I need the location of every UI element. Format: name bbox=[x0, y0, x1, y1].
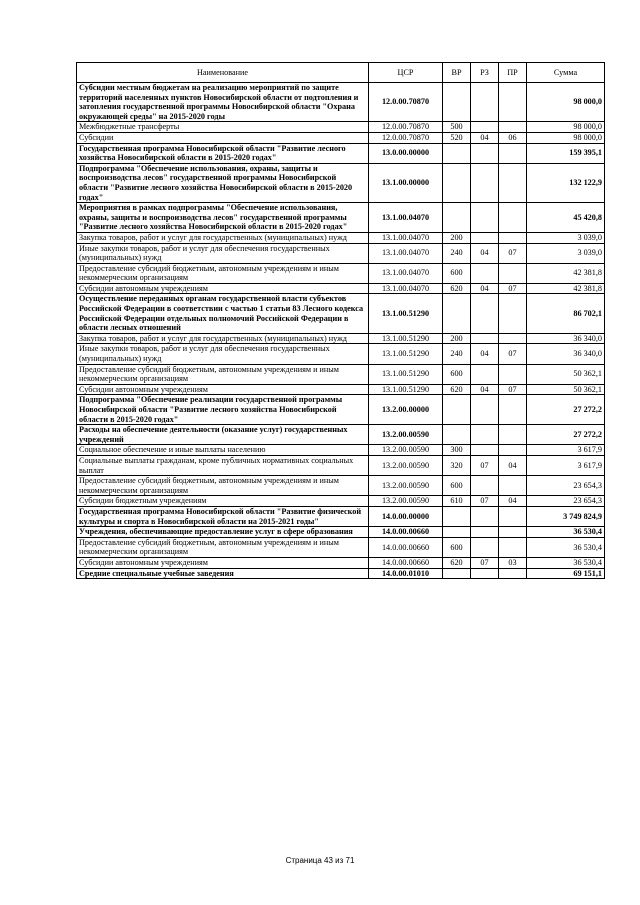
cell-csr: 13.1.00.51290 bbox=[369, 384, 443, 395]
cell-rz bbox=[471, 395, 499, 425]
table-row bbox=[77, 425, 605, 445]
cell-pr bbox=[499, 122, 527, 133]
cell-name: Субсидии автономным учреждениям bbox=[77, 283, 369, 294]
cell-csr: 13.1.00.51290 bbox=[369, 294, 443, 333]
cell-sum: 42 381,8 bbox=[527, 283, 605, 294]
cell-rz bbox=[471, 527, 499, 538]
cell-name: Государственная программа Новосибирской области "Развитие физической культуры и спорта в Новосибирской области на 2015-2021 годы" bbox=[77, 506, 369, 526]
cell-pr bbox=[499, 537, 527, 557]
cell-name: Субсидии местным бюджетам на реализацию мероприятий по защите территорий населенных пунктов Новосибирской области от подтопления и затопления государственной программы Новосибирской области "Охрана окружающей среды" на 2015-2020 годы bbox=[77, 83, 369, 122]
cell-name: Средние специальные учебные заведения bbox=[77, 568, 369, 579]
cell-pr bbox=[499, 143, 527, 163]
cell-vr: 610 bbox=[443, 496, 471, 507]
cell-rz bbox=[471, 445, 499, 456]
cell-sum: 3 617,9 bbox=[527, 455, 605, 475]
cell-rz bbox=[471, 143, 499, 163]
table-row bbox=[77, 132, 605, 143]
cell-name: Осуществление переданных органам государственной власти субъектов Российской Федерации в соответствии с частью 1 статьи 83 Лесного кодекса Российской Федерации отдельных полномочий Российской Федерации в области лесных отношений bbox=[77, 294, 369, 333]
cell-pr: 07 bbox=[499, 384, 527, 395]
cell-sum: 98 000,0 bbox=[527, 83, 605, 122]
cell-pr: 07 bbox=[499, 283, 527, 294]
cell-csr: 13.1.00.04070 bbox=[369, 203, 443, 233]
cell-pr: 03 bbox=[499, 557, 527, 568]
column-header-sum: Сумма bbox=[527, 63, 605, 83]
cell-csr: 12.0.00.70870 bbox=[369, 132, 443, 143]
cell-sum: 36 530,4 bbox=[527, 537, 605, 557]
cell-sum: 42 381,8 bbox=[527, 263, 605, 283]
table-row bbox=[77, 263, 605, 283]
table-row bbox=[77, 568, 605, 579]
cell-rz: 04 bbox=[471, 132, 499, 143]
cell-rz: 04 bbox=[471, 384, 499, 395]
cell-pr: 04 bbox=[499, 496, 527, 507]
cell-name: Учреждения, обеспечивающие предоставление услуг в сфере образования bbox=[77, 527, 369, 538]
table-row bbox=[77, 384, 605, 395]
cell-vr bbox=[443, 395, 471, 425]
cell-pr bbox=[499, 203, 527, 233]
cell-pr bbox=[499, 83, 527, 122]
cell-pr bbox=[499, 364, 527, 384]
page-footer: Страница 43 из 71 bbox=[285, 856, 355, 865]
cell-name: Социальное обеспечение и иные выплаты населению bbox=[77, 445, 369, 456]
column-header-csr: ЦСР bbox=[369, 63, 443, 83]
cell-name: Социальные выплаты гражданам, кроме публичных нормативных социальных выплат bbox=[77, 455, 369, 475]
cell-vr bbox=[443, 143, 471, 163]
cell-rz bbox=[471, 364, 499, 384]
cell-name: Предоставление субсидий бюджетным, автономным учреждениям и иным некоммерческим организациям bbox=[77, 364, 369, 384]
cell-csr: 13.1.00.00000 bbox=[369, 163, 443, 202]
cell-sum: 132 122,9 bbox=[527, 163, 605, 202]
cell-rz: 07 bbox=[471, 455, 499, 475]
cell-vr bbox=[443, 203, 471, 233]
cell-rz: 04 bbox=[471, 243, 499, 263]
cell-vr: 500 bbox=[443, 122, 471, 133]
budget-table bbox=[76, 62, 605, 579]
table-body bbox=[77, 83, 605, 579]
cell-vr: 620 bbox=[443, 283, 471, 294]
cell-name: Подпрограмма "Обеспечение использования, охраны, защиты и воспроизводства лесов" государственной программы Новосибирской области "Развитие лесного хозяйства Новосибирской области в 2015-2020 годах" bbox=[77, 163, 369, 202]
cell-csr: 12.0.00.70870 bbox=[369, 122, 443, 133]
cell-rz bbox=[471, 506, 499, 526]
cell-name: Подпрограмма "Обеспечение реализации государственной программы Новосибирской области "Развитие лесного хозяйства Новосибирской области в 2015-2020 годах" bbox=[77, 395, 369, 425]
cell-rz bbox=[471, 263, 499, 283]
cell-vr bbox=[443, 163, 471, 202]
cell-rz bbox=[471, 203, 499, 233]
cell-vr bbox=[443, 294, 471, 333]
table-row bbox=[77, 395, 605, 425]
cell-pr bbox=[499, 445, 527, 456]
table-row bbox=[77, 232, 605, 243]
table-row bbox=[77, 243, 605, 263]
table-row bbox=[77, 445, 605, 456]
cell-csr: 13.1.00.04070 bbox=[369, 263, 443, 283]
cell-vr: 620 bbox=[443, 384, 471, 395]
cell-name: Субсидии бюджетным учреждениям bbox=[77, 496, 369, 507]
table-row bbox=[77, 364, 605, 384]
cell-pr: 06 bbox=[499, 132, 527, 143]
cell-csr: 13.1.00.04070 bbox=[369, 232, 443, 243]
cell-rz bbox=[471, 232, 499, 243]
cell-rz bbox=[471, 537, 499, 557]
table-row bbox=[77, 83, 605, 122]
cell-name: Закупка товаров, работ и услуг для государственных (муниципальных) нужд bbox=[77, 232, 369, 243]
cell-sum: 27 272,2 bbox=[527, 395, 605, 425]
column-header-vr: ВР bbox=[443, 63, 471, 83]
cell-csr: 14.0.00.00660 bbox=[369, 557, 443, 568]
table-header-row bbox=[77, 63, 605, 83]
cell-rz bbox=[471, 163, 499, 202]
cell-csr: 14.0.00.00000 bbox=[369, 506, 443, 526]
table-row bbox=[77, 496, 605, 507]
cell-pr bbox=[499, 395, 527, 425]
cell-sum: 50 362,1 bbox=[527, 364, 605, 384]
cell-sum: 3 617,9 bbox=[527, 445, 605, 456]
cell-sum: 69 151,1 bbox=[527, 568, 605, 579]
column-header-pr: ПР bbox=[499, 63, 527, 83]
cell-csr: 13.2.00.00590 bbox=[369, 476, 443, 496]
cell-csr: 14.0.00.01010 bbox=[369, 568, 443, 579]
table-row bbox=[77, 203, 605, 233]
cell-csr: 12.0.00.70870 bbox=[369, 83, 443, 122]
cell-sum: 3 749 824,9 bbox=[527, 506, 605, 526]
cell-sum: 98 000,0 bbox=[527, 122, 605, 133]
table-row bbox=[77, 557, 605, 568]
cell-pr bbox=[499, 476, 527, 496]
cell-vr: 320 bbox=[443, 455, 471, 475]
cell-name: Предоставление субсидий бюджетным, автономным учреждениям и иным некоммерческим организациям bbox=[77, 263, 369, 283]
cell-pr: 07 bbox=[499, 243, 527, 263]
cell-name: Субсидии bbox=[77, 132, 369, 143]
cell-name: Межбюджетные трансферты bbox=[77, 122, 369, 133]
cell-vr: 600 bbox=[443, 364, 471, 384]
cell-csr: 13.2.00.00590 bbox=[369, 445, 443, 456]
table-row bbox=[77, 344, 605, 364]
cell-name: Закупка товаров, работ и услуг для государственных (муниципальных) нужд bbox=[77, 333, 369, 344]
cell-rz bbox=[471, 476, 499, 496]
cell-vr bbox=[443, 425, 471, 445]
cell-name: Субсидии автономным учреждениям bbox=[77, 384, 369, 395]
table-row bbox=[77, 476, 605, 496]
cell-pr: 04 bbox=[499, 455, 527, 475]
cell-name: Расходы на обеспечение деятельности (оказание услуг) государственных учреждений bbox=[77, 425, 369, 445]
table-row bbox=[77, 294, 605, 333]
cell-sum: 36 530,4 bbox=[527, 557, 605, 568]
cell-pr bbox=[499, 163, 527, 202]
cell-name: Предоставление субсидий бюджетным, автономным учреждениям и иным некоммерческим организациям bbox=[77, 476, 369, 496]
cell-sum: 159 395,1 bbox=[527, 143, 605, 163]
cell-csr: 13.1.00.51290 bbox=[369, 364, 443, 384]
table-row bbox=[77, 122, 605, 133]
cell-sum: 36 340,0 bbox=[527, 344, 605, 364]
cell-rz bbox=[471, 425, 499, 445]
cell-pr: 07 bbox=[499, 344, 527, 364]
cell-csr: 14.0.00.00660 bbox=[369, 527, 443, 538]
cell-csr: 13.1.00.51290 bbox=[369, 344, 443, 364]
cell-csr: 14.0.00.00660 bbox=[369, 537, 443, 557]
cell-rz: 07 bbox=[471, 557, 499, 568]
cell-vr: 240 bbox=[443, 344, 471, 364]
cell-name: Иные закупки товаров, работ и услуг для обеспечения государственных (муниципальных) нужд bbox=[77, 344, 369, 364]
cell-pr bbox=[499, 527, 527, 538]
cell-sum: 27 272,2 bbox=[527, 425, 605, 445]
cell-vr: 600 bbox=[443, 537, 471, 557]
cell-csr: 13.1.00.51290 bbox=[369, 333, 443, 344]
cell-pr bbox=[499, 232, 527, 243]
cell-csr: 13.2.00.00000 bbox=[369, 395, 443, 425]
table-row bbox=[77, 333, 605, 344]
cell-pr bbox=[499, 425, 527, 445]
cell-sum: 86 702,1 bbox=[527, 294, 605, 333]
cell-csr: 13.2.00.00590 bbox=[369, 455, 443, 475]
cell-vr: 300 bbox=[443, 445, 471, 456]
cell-rz bbox=[471, 333, 499, 344]
cell-pr bbox=[499, 568, 527, 579]
table-row bbox=[77, 143, 605, 163]
cell-vr: 520 bbox=[443, 132, 471, 143]
cell-name: Мероприятия в рамках подпрограммы "Обеспечение использования, охраны, защиты и воспроизводства лесов" государственной программы "Развитие лесного хозяйства Новосибирской области в 2015-2020 годах" bbox=[77, 203, 369, 233]
cell-vr: 600 bbox=[443, 263, 471, 283]
cell-vr: 620 bbox=[443, 557, 471, 568]
table-row bbox=[77, 455, 605, 475]
cell-vr bbox=[443, 568, 471, 579]
cell-pr bbox=[499, 263, 527, 283]
cell-vr: 600 bbox=[443, 476, 471, 496]
cell-csr: 13.2.00.00590 bbox=[369, 496, 443, 507]
cell-sum: 3 039,0 bbox=[527, 243, 605, 263]
cell-csr: 13.2.00.00590 bbox=[369, 425, 443, 445]
cell-csr: 13.1.00.04070 bbox=[369, 243, 443, 263]
cell-vr bbox=[443, 83, 471, 122]
cell-sum: 3 039,0 bbox=[527, 232, 605, 243]
table-row bbox=[77, 537, 605, 557]
cell-pr bbox=[499, 506, 527, 526]
cell-pr bbox=[499, 333, 527, 344]
cell-rz bbox=[471, 294, 499, 333]
cell-rz bbox=[471, 568, 499, 579]
cell-sum: 45 420,8 bbox=[527, 203, 605, 233]
table-row bbox=[77, 527, 605, 538]
cell-sum: 23 654,3 bbox=[527, 496, 605, 507]
cell-vr bbox=[443, 506, 471, 526]
table-row bbox=[77, 283, 605, 294]
cell-csr: 13.0.00.00000 bbox=[369, 143, 443, 163]
cell-rz: 07 bbox=[471, 496, 499, 507]
cell-name: Предоставление субсидий бюджетным, автономным учреждениям и иным некоммерческим организациям bbox=[77, 537, 369, 557]
table-row bbox=[77, 506, 605, 526]
cell-name: Государственная программа Новосибирской области "Развитие лесного хозяйства Новосибирской области в 2015-2020 годах" bbox=[77, 143, 369, 163]
cell-sum: 36 530,4 bbox=[527, 527, 605, 538]
cell-rz: 04 bbox=[471, 344, 499, 364]
table-row bbox=[77, 163, 605, 202]
cell-sum: 23 654,3 bbox=[527, 476, 605, 496]
cell-csr: 13.1.00.04070 bbox=[369, 283, 443, 294]
cell-sum: 98 000,0 bbox=[527, 132, 605, 143]
cell-vr: 240 bbox=[443, 243, 471, 263]
cell-sum: 36 340,0 bbox=[527, 333, 605, 344]
cell-name: Иные закупки товаров, работ и услуг для обеспечения государственных (муниципальных) нужд bbox=[77, 243, 369, 263]
cell-rz bbox=[471, 122, 499, 133]
cell-rz bbox=[471, 83, 499, 122]
cell-vr: 200 bbox=[443, 333, 471, 344]
cell-name: Субсидии автономным учреждениям bbox=[77, 557, 369, 568]
cell-vr bbox=[443, 527, 471, 538]
cell-vr: 200 bbox=[443, 232, 471, 243]
cell-sum: 50 362,1 bbox=[527, 384, 605, 395]
column-header-rz: РЗ bbox=[471, 63, 499, 83]
cell-rz: 04 bbox=[471, 283, 499, 294]
cell-pr bbox=[499, 294, 527, 333]
column-header-name: Наименование bbox=[77, 63, 369, 83]
